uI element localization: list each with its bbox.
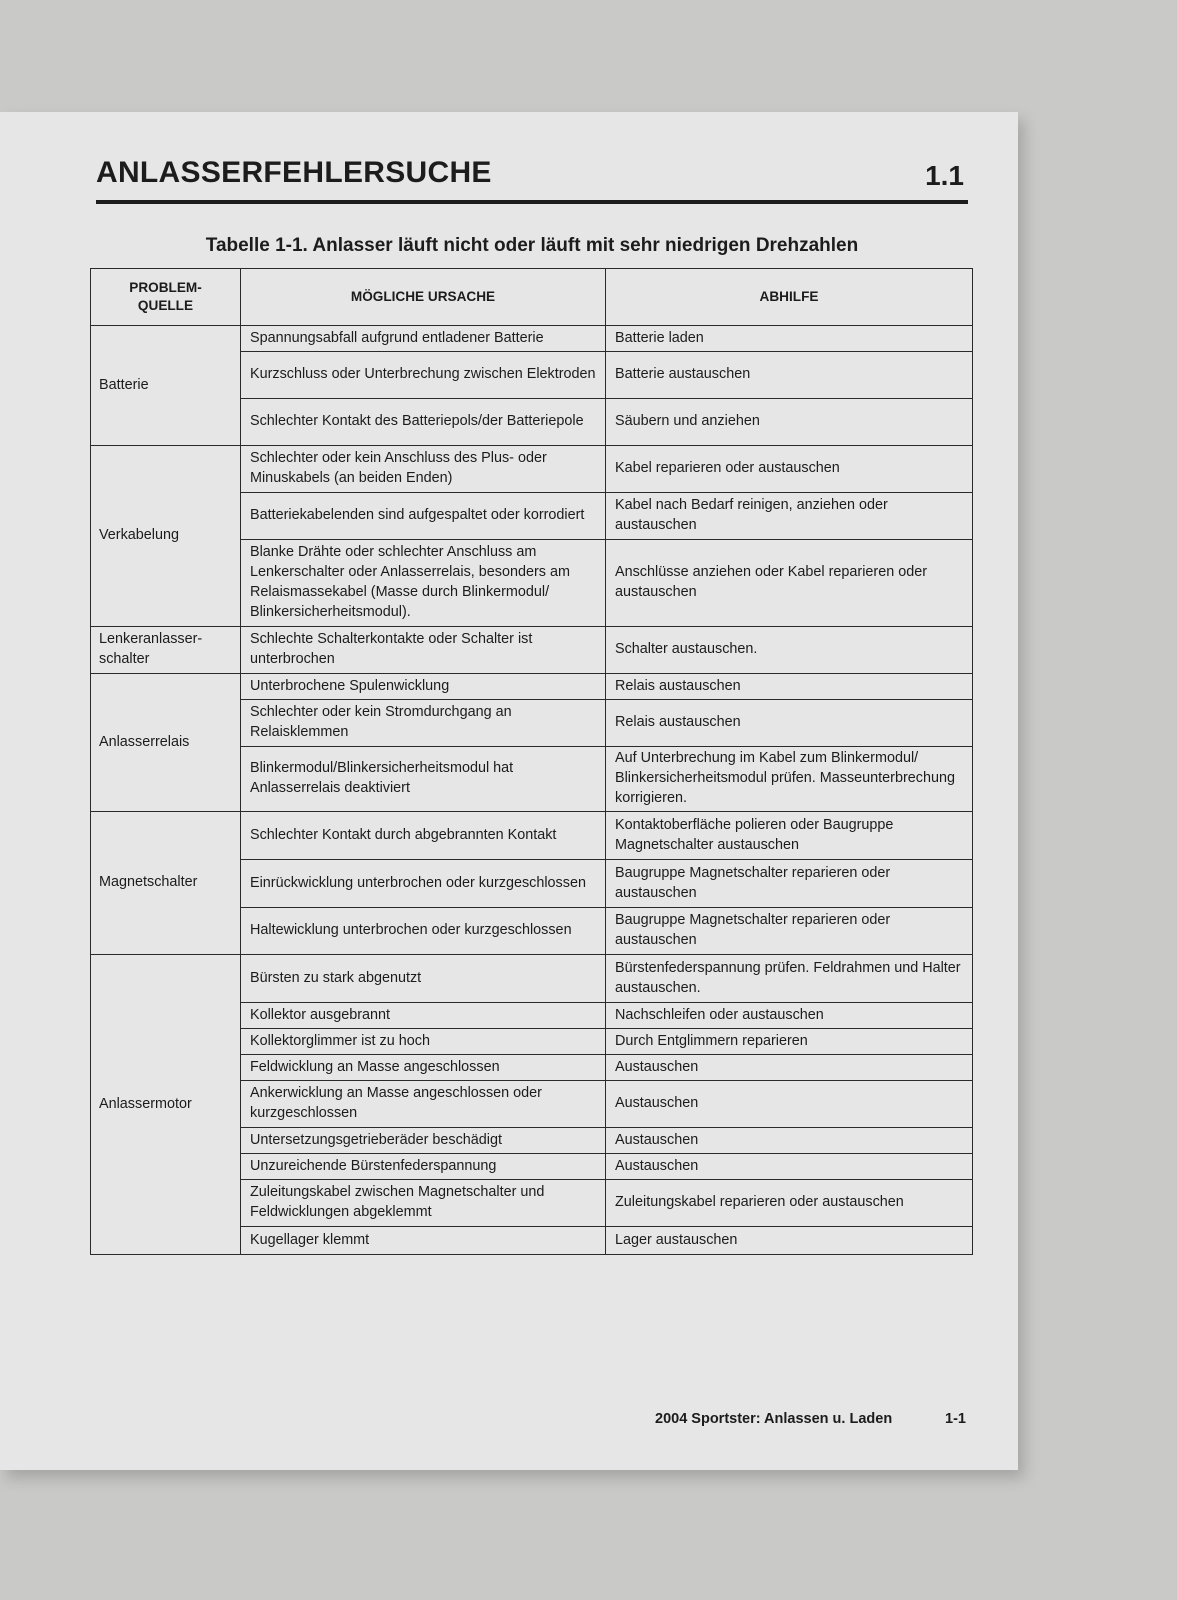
cause-cell: Schlechte Schalterkontakte oder Schalter ist unterbrochen — [241, 627, 606, 674]
remedy-cell: Auf Unterbrechung im Kabel zum Blinkermodul/ Blinkersicherheitsmodul prüfen. Masseunterbrechung korrigieren. — [606, 747, 973, 812]
cause-cell: Spannungsabfall aufgrund entladener Batterie — [241, 326, 606, 352]
cause-cell: Kurzschluss oder Unterbrechung zwischen Elektroden — [241, 352, 606, 399]
remedy-cell: Batterie laden — [606, 326, 973, 352]
remedy-cell: Schalter austauschen. — [606, 627, 973, 674]
page-number: 1-1 — [945, 1411, 966, 1427]
column-header-remedy: ABHILFE — [606, 269, 973, 326]
cause-cell: Kollektorglimmer ist zu hoch — [241, 1029, 606, 1055]
remedy-cell: Relais austauschen — [606, 674, 973, 700]
remedy-cell: Austauschen — [606, 1154, 973, 1180]
remedy-cell: Bürstenfederspannung prüfen. Feldrahmen und Halter austauschen. — [606, 955, 973, 1003]
cause-cell: Feldwicklung an Masse angeschlossen — [241, 1055, 606, 1081]
problem-source-cell: Anlasserrelais — [91, 674, 241, 812]
problem-source-cell: Lenkeranlasser- schalter — [91, 627, 241, 674]
section-title: ANLASSERFEHLERSUCHE — [96, 156, 492, 189]
cause-cell: Blinkermodul/Blinkersicherheitsmodul hat Anlasserrelais deaktiviert — [241, 747, 606, 812]
cause-cell: Zuleitungskabel zwischen Magnetschalter und Feldwicklungen abgeklemmt — [241, 1180, 606, 1227]
remedy-cell: Austauschen — [606, 1081, 973, 1128]
cause-cell: Untersetzungsgetrieberäder beschädigt — [241, 1128, 606, 1154]
remedy-cell: Batterie austauschen — [606, 352, 973, 399]
remedy-cell: Baugruppe Magnetschalter reparieren oder austauschen — [606, 860, 973, 908]
cause-cell: Haltewicklung unterbrochen oder kurzgeschlossen — [241, 908, 606, 955]
remedy-cell: Kabel reparieren oder austauschen — [606, 446, 973, 493]
cause-cell: Schlechter oder kein Stromdurchgang an Relaisklemmen — [241, 700, 606, 747]
cause-cell: Batteriekabelenden sind aufgespaltet oder korrodiert — [241, 493, 606, 540]
footer-title: 2004 Sportster: Anlassen u. Laden — [655, 1411, 893, 1427]
table-row — [91, 627, 973, 674]
column-header-cause: MÖGLICHE URSACHE — [241, 269, 606, 326]
remedy-cell: Baugruppe Magnetschalter reparieren oder austauschen — [606, 908, 973, 955]
cause-cell: Unzureichende Bürstenfederspannung — [241, 1154, 606, 1180]
remedy-cell: Lager austauschen — [606, 1227, 973, 1255]
table-row — [91, 955, 973, 1003]
remedy-cell: Kontaktoberfläche polieren oder Baugruppe Magnetschalter austauschen — [606, 812, 973, 860]
manual-page — [0, 112, 1018, 1470]
cause-cell: Schlechter Kontakt durch abgebrannten Kontakt — [241, 812, 606, 860]
cause-cell: Bürsten zu stark abgenutzt — [241, 955, 606, 1003]
table-row — [91, 812, 973, 860]
table-body — [91, 326, 973, 1255]
remedy-cell: Kabel nach Bedarf reinigen, anziehen oder austauschen — [606, 493, 973, 540]
table-caption: Tabelle 1-1. Anlasser läuft nicht oder läuft mit sehr niedrigen Drehzahlen — [205, 235, 859, 256]
remedy-cell: Austauschen — [606, 1055, 973, 1081]
cause-cell: Schlechter Kontakt des Batteriepols/der Batteriepole — [241, 399, 606, 446]
cause-cell: Blanke Drähte oder schlechter Anschluss am Lenkerschalter oder Anlasserrelais, besonders am Relaismassekabel (Masse durch Blinkermodul/ Blinkersicherheitsmodul). — [241, 540, 606, 627]
cause-cell: Unterbrochene Spulenwicklung — [241, 674, 606, 700]
cause-cell: Ankerwicklung an Masse angeschlossen oder kurzgeschlossen — [241, 1081, 606, 1128]
table-row — [91, 674, 973, 700]
remedy-cell: Durch Entglimmern reparieren — [606, 1029, 973, 1055]
problem-source-cell: Anlassermotor — [91, 955, 241, 1255]
cause-cell: Kugellager klemmt — [241, 1227, 606, 1255]
remedy-cell: Relais austauschen — [606, 700, 973, 747]
problem-source-cell: Batterie — [91, 326, 241, 446]
column-header-source: PROBLEM- QUELLE — [91, 269, 241, 326]
remedy-cell: Anschlüsse anziehen oder Kabel reparieren oder austauschen — [606, 540, 973, 627]
section-number: 1.1 — [925, 160, 964, 191]
section-header — [96, 152, 968, 204]
table-row — [91, 446, 973, 493]
table-header-row — [91, 269, 973, 326]
problem-source-cell: Verkabelung — [91, 446, 241, 627]
remedy-cell: Zuleitungskabel reparieren oder austauschen — [606, 1180, 973, 1227]
troubleshooting-table — [90, 268, 973, 1255]
cause-cell: Einrückwicklung unterbrochen oder kurzgeschlossen — [241, 860, 606, 908]
cause-cell: Kollektor ausgebrannt — [241, 1003, 606, 1029]
problem-source-cell: Magnetschalter — [91, 812, 241, 955]
cause-cell: Schlechter oder kein Anschluss des Plus- oder Minuskabels (an beiden Enden) — [241, 446, 606, 493]
remedy-cell: Austauschen — [606, 1128, 973, 1154]
remedy-cell: Nachschleifen oder austauschen — [606, 1003, 973, 1029]
table-row — [91, 326, 973, 352]
remedy-cell: Säubern und anziehen — [606, 399, 973, 446]
